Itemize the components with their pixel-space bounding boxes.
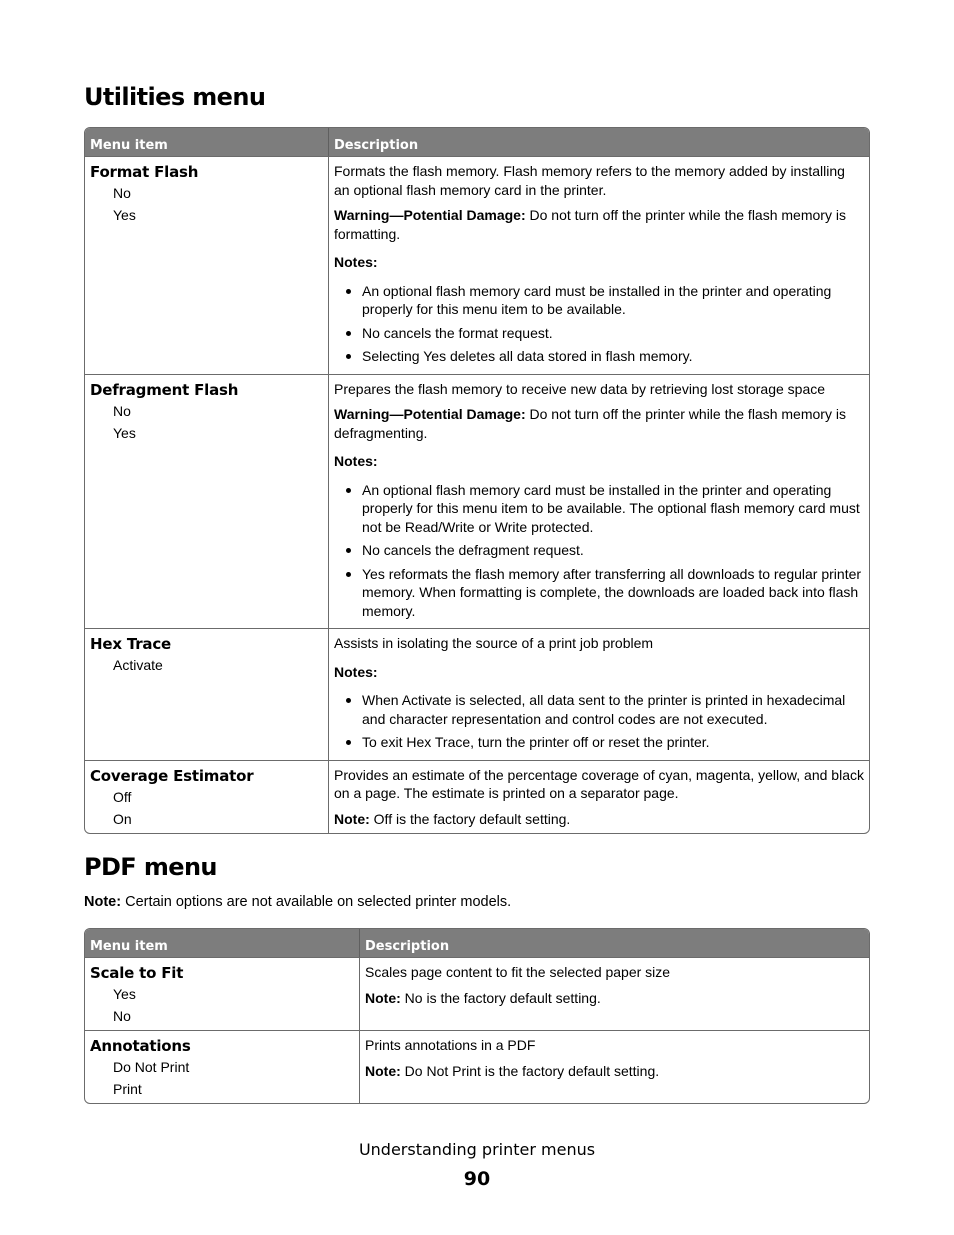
col-header-description: Description: [328, 128, 869, 156]
notes-list: [334, 691, 864, 752]
bullet-icon: [346, 572, 351, 577]
description-text: Scales page content to fit the selected paper size: [365, 964, 671, 980]
pdf-availability-note: [84, 893, 511, 911]
notes-label: Notes:: [334, 663, 378, 680]
menu-item-cell: [85, 156, 328, 374]
list-item-text: An optional flash memory card must be installed in the printer and operating properly for this menu item to be available.: [362, 282, 832, 317]
bullet-icon: [346, 548, 351, 553]
table-row-format-flash: [85, 156, 869, 374]
table-row-scale-to-fit: [85, 957, 869, 1030]
description-cell: [328, 374, 869, 629]
menu-item-cell: [85, 760, 328, 833]
menu-option: Yes: [113, 424, 136, 441]
list-item: [334, 541, 864, 560]
note-paragraph: [334, 810, 864, 829]
bullet-icon: [346, 289, 351, 294]
note-text: Do Not Print is the factory default setting.: [400, 1062, 660, 1079]
table-row-defragment-flash: [85, 374, 869, 629]
menu-option: Print: [113, 1081, 142, 1097]
menu-option: Yes: [113, 207, 136, 223]
note-paragraph: [365, 989, 864, 1008]
list-item: [334, 282, 864, 319]
list-item-text: An optional flash memory card must be installed in the printer and operating properly for this menu item to be available. The optional flash memory card must not be Read/Write or Write protected.: [362, 481, 860, 535]
description-cell: [359, 957, 869, 1030]
menu-option: On: [113, 810, 132, 827]
description-cell: [328, 628, 869, 760]
description-text: Provides an estimate of the percentage coverage of cyan, magenta, yellow, and black on a page. The estimate is printed on a separator page.: [334, 766, 864, 801]
footer-section-title: Understanding printer menus: [358, 1140, 596, 1159]
list-item: [334, 347, 864, 366]
list-item-text: Yes reformats the flash memory after transferring all downloads to regular printer memory. When formatting is complete, the downloads are loaded back into flash memory.: [362, 565, 862, 619]
menu-item-name: Format Flash: [90, 163, 199, 181]
warning-paragraph: [334, 206, 864, 243]
col-header-menu-item: Menu item: [85, 929, 359, 957]
note-text: Off is the factory default setting.: [369, 810, 571, 827]
note-label: Note:: [365, 1062, 401, 1079]
list-item-text: When Activate is selected, all data sent to the printer is printed in hexadecimal and character representation and control codes are not executed.: [362, 692, 846, 727]
menu-item-cell: [85, 628, 328, 760]
col-header-menu-item: Menu item: [85, 128, 328, 156]
list-item-text: No cancels the format request.: [362, 324, 553, 341]
description-text: Formats the flash memory. Flash memory refers to the memory added by installing an optional flash memory card in the printer.: [334, 163, 845, 198]
pdf-menu-table: [84, 928, 870, 1104]
note-label: Note:: [365, 989, 401, 1006]
warning-text: Do not turn off the printer while the flash memory is defragmenting.: [334, 406, 846, 441]
notes-list: [334, 282, 864, 366]
menu-item-name: Scale to Fit: [90, 964, 184, 982]
warning-text: Do not turn off the printer while the flash memory is formatting.: [334, 207, 846, 242]
list-item: [334, 481, 864, 537]
bullet-icon: [346, 698, 351, 703]
description-cell: [359, 1030, 869, 1103]
bullet-icon: [346, 740, 351, 745]
pdf-menu-title: PDF menu: [84, 853, 217, 881]
table-header-row: [85, 929, 869, 957]
table-row-hex-trace: [85, 628, 869, 760]
description-text: Prints annotations in a PDF: [365, 1037, 536, 1053]
list-item-text: Selecting Yes deletes all data stored in flash memory.: [362, 348, 693, 364]
table-row-coverage-estimator: [85, 760, 869, 833]
description-cell: [328, 760, 869, 833]
menu-item-name: Annotations: [90, 1037, 191, 1055]
menu-option: No: [113, 185, 131, 201]
menu-item-name: Hex Trace: [90, 635, 171, 653]
menu-item-cell: [85, 374, 328, 629]
notes-heading: [334, 663, 864, 682]
notes-label: Notes:: [334, 453, 378, 469]
note-paragraph: [365, 1062, 864, 1081]
description-text: Prepares the flash memory to receive new data by retrieving lost storage space: [334, 380, 826, 397]
bullet-icon: [346, 331, 351, 336]
notes-heading: [334, 253, 864, 272]
note-text: Certain options are not available on selected printer models.: [121, 894, 512, 910]
note-label: Note:: [334, 810, 370, 827]
description-cell: [328, 156, 869, 374]
col-header-description: Description: [359, 929, 869, 957]
table-row-annotations: [85, 1030, 869, 1103]
menu-item-cell: [85, 957, 359, 1030]
note-label: Note:: [84, 894, 122, 910]
menu-option: No: [113, 402, 131, 419]
list-item: [334, 565, 864, 621]
list-item: [334, 733, 864, 752]
list-item: [334, 324, 864, 343]
note-text: No is the factory default setting.: [400, 989, 601, 1006]
bullet-icon: [346, 488, 351, 493]
description-text: Assists in isolating the source of a print job problem: [334, 635, 654, 651]
bullet-icon: [346, 354, 351, 359]
list-item: [334, 691, 864, 728]
list-item-text: No cancels the defragment request.: [362, 542, 584, 558]
menu-item-name: Coverage Estimator: [90, 766, 254, 785]
menu-item-cell: [85, 1030, 359, 1103]
utilities-menu-title: Utilities menu: [84, 83, 266, 111]
utilities-menu-table: [84, 127, 870, 834]
notes-list: [334, 481, 864, 621]
notes-heading: [334, 452, 864, 471]
menu-option: Do Not Print: [113, 1059, 190, 1075]
notes-label: Notes:: [334, 254, 378, 270]
menu-option: No: [113, 1008, 131, 1024]
menu-option: Activate: [113, 657, 163, 673]
menu-item-name: Defragment Flash: [90, 380, 239, 399]
table-header-row: [85, 128, 869, 156]
menu-option: Off: [113, 788, 132, 805]
warning-label: Warning—Potential Damage:: [334, 207, 526, 223]
menu-option: Yes: [113, 986, 136, 1002]
warning-paragraph: [334, 405, 864, 442]
list-item-text: To exit Hex Trace, turn the printer off or reset the printer.: [362, 734, 710, 750]
warning-label: Warning—Potential Damage:: [334, 406, 526, 422]
page-number: 90: [463, 1168, 491, 1190]
